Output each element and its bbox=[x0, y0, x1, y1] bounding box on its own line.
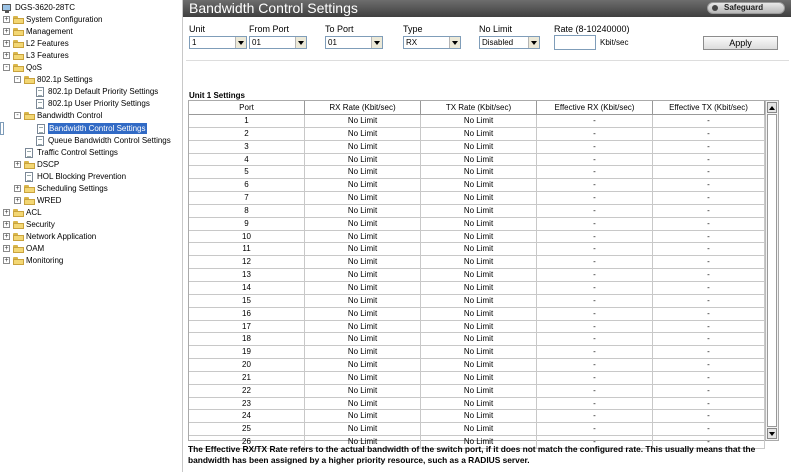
table-cell: No Limit bbox=[421, 282, 537, 295]
table-cell: 9 bbox=[189, 218, 305, 231]
tree-item-label: HOL Blocking Prevention bbox=[37, 171, 127, 181]
table-cell: 15 bbox=[189, 295, 305, 308]
table-cell: 11 bbox=[189, 243, 305, 256]
safeguard-label: Safeguard bbox=[724, 3, 764, 12]
table-cell: - bbox=[653, 141, 765, 154]
table-cell: 19 bbox=[189, 346, 305, 359]
table-row bbox=[189, 346, 765, 359]
collapse-icon[interactable]: - bbox=[14, 76, 21, 83]
tree-item-label: Security bbox=[26, 219, 55, 229]
divider bbox=[186, 60, 789, 61]
table-cell: No Limit bbox=[421, 410, 537, 423]
table-cell: - bbox=[537, 256, 653, 269]
table-row bbox=[189, 166, 765, 179]
page-header bbox=[183, 0, 791, 17]
safeguard-indicator bbox=[707, 2, 785, 14]
table-cell: No Limit bbox=[305, 359, 421, 372]
tree-item-label: Management bbox=[26, 27, 73, 37]
table-row bbox=[189, 423, 765, 436]
column-header-port: Port bbox=[189, 101, 305, 115]
table-cell: No Limit bbox=[305, 256, 421, 269]
table-cell: No Limit bbox=[421, 243, 537, 256]
collapse-icon[interactable]: - bbox=[14, 112, 21, 119]
table-cell: No Limit bbox=[305, 179, 421, 192]
table-cell: No Limit bbox=[421, 218, 537, 231]
table-cell: - bbox=[537, 385, 653, 398]
tree-item-label: 802.1p Default Priority Settings bbox=[48, 87, 159, 97]
expand-icon[interactable]: + bbox=[4, 28, 9, 36]
table-row bbox=[189, 333, 765, 346]
table-row bbox=[189, 372, 765, 385]
page-icon bbox=[25, 148, 33, 158]
page-icon bbox=[25, 172, 33, 182]
no-limit-select[interactable] bbox=[479, 36, 540, 49]
folder-icon bbox=[13, 209, 24, 217]
tree-item-label: WRED bbox=[37, 195, 62, 205]
table-row bbox=[189, 398, 765, 411]
table-cell: No Limit bbox=[421, 256, 537, 269]
scrollbar-thumb[interactable] bbox=[767, 114, 777, 427]
from-port-label: From Port bbox=[249, 24, 290, 34]
table-cell: - bbox=[537, 346, 653, 359]
tree-item-label: 802.1p User Priority Settings bbox=[48, 99, 150, 109]
table-cell: No Limit bbox=[421, 192, 537, 205]
table-cell: 26 bbox=[189, 436, 305, 449]
page-icon bbox=[36, 136, 44, 146]
table-cell: No Limit bbox=[305, 321, 421, 334]
table-cell: No Limit bbox=[305, 372, 421, 385]
table-cell: - bbox=[653, 269, 765, 282]
table-cell: - bbox=[653, 385, 765, 398]
table-cell: No Limit bbox=[305, 436, 421, 449]
tree-item-label: Queue Bandwidth Control Settings bbox=[48, 135, 171, 145]
table-cell: No Limit bbox=[421, 205, 537, 218]
table-cell: No Limit bbox=[421, 269, 537, 282]
table-cell: - bbox=[537, 410, 653, 423]
table-row bbox=[189, 179, 765, 192]
table-cell: 7 bbox=[189, 192, 305, 205]
expand-icon[interactable]: + bbox=[4, 232, 9, 240]
folder-open-icon bbox=[13, 64, 24, 72]
type-select[interactable] bbox=[403, 36, 461, 49]
table-row bbox=[189, 359, 765, 372]
table-cell: No Limit bbox=[305, 269, 421, 282]
table-cell: 16 bbox=[189, 308, 305, 321]
table-cell: - bbox=[653, 321, 765, 334]
table-cell: No Limit bbox=[305, 218, 421, 231]
tree-item-label: Traffic Control Settings bbox=[37, 147, 118, 157]
table-row bbox=[189, 218, 765, 231]
table-cell: - bbox=[653, 398, 765, 411]
section-title: Unit 1 Settings bbox=[189, 91, 246, 100]
table-cell: - bbox=[653, 346, 765, 359]
table-cell: No Limit bbox=[305, 282, 421, 295]
table-row bbox=[189, 385, 765, 398]
folder-icon bbox=[24, 197, 35, 205]
folder-icon bbox=[13, 28, 24, 36]
no-limit-label: No Limit bbox=[479, 24, 513, 34]
table-cell: 23 bbox=[189, 398, 305, 411]
table-cell: No Limit bbox=[305, 243, 421, 256]
table-cell: No Limit bbox=[421, 154, 537, 167]
unit-label: Unit bbox=[189, 24, 206, 34]
table-cell: - bbox=[537, 333, 653, 346]
page-title: Bandwidth Control Settings bbox=[189, 0, 358, 16]
type-value: RX bbox=[406, 38, 418, 47]
tree-root-label: DGS-3620-28TC bbox=[15, 3, 76, 12]
table-cell: - bbox=[537, 436, 653, 449]
table-cell: - bbox=[653, 359, 765, 372]
table-cell: 2 bbox=[189, 128, 305, 141]
column-header-rx-rate: RX Rate (Kbit/sec) bbox=[305, 101, 421, 115]
table-cell: - bbox=[537, 128, 653, 141]
table-cell: 13 bbox=[189, 269, 305, 282]
table-cell: 20 bbox=[189, 359, 305, 372]
tree-item-label: QoS bbox=[26, 63, 43, 73]
to-port-label: To Port bbox=[325, 24, 354, 34]
expand-icon[interactable]: + bbox=[4, 40, 9, 48]
table-cell: No Limit bbox=[421, 333, 537, 346]
table-cell: - bbox=[537, 372, 653, 385]
folder-icon bbox=[13, 16, 24, 24]
safeguard-icon bbox=[712, 5, 718, 11]
table-cell: - bbox=[653, 256, 765, 269]
table-cell: No Limit bbox=[421, 141, 537, 154]
table-cell: - bbox=[653, 179, 765, 192]
folder-open-icon bbox=[24, 76, 35, 84]
table-cell: 25 bbox=[189, 423, 305, 436]
table-cell: - bbox=[653, 243, 765, 256]
table-row bbox=[189, 141, 765, 154]
table-cell: No Limit bbox=[421, 231, 537, 244]
folder-icon bbox=[13, 245, 24, 253]
table-row bbox=[189, 295, 765, 308]
table-cell: No Limit bbox=[305, 154, 421, 167]
table-cell: - bbox=[653, 115, 765, 128]
rate-input[interactable] bbox=[554, 35, 596, 50]
table-cell: No Limit bbox=[421, 115, 537, 128]
table-cell: - bbox=[537, 243, 653, 256]
tree-item-label: L3 Features bbox=[26, 51, 69, 61]
table-row bbox=[189, 192, 765, 205]
table-cell: 1 bbox=[189, 115, 305, 128]
table-cell: - bbox=[653, 166, 765, 179]
tree-item-label: OAM bbox=[26, 243, 45, 253]
to-port-select[interactable] bbox=[325, 36, 383, 49]
table-row bbox=[189, 282, 765, 295]
expand-icon[interactable]: + bbox=[15, 196, 20, 204]
table-cell: 12 bbox=[189, 256, 305, 269]
tree-item-label: Scheduling Settings bbox=[37, 183, 108, 193]
table-row bbox=[189, 269, 765, 282]
table-cell: - bbox=[537, 141, 653, 154]
tree-item-label: L2 Features bbox=[26, 39, 69, 49]
table-cell: - bbox=[653, 436, 765, 449]
table-cell: No Limit bbox=[305, 346, 421, 359]
table-cell: No Limit bbox=[421, 295, 537, 308]
navigation-tree bbox=[0, 0, 183, 472]
table-cell: - bbox=[653, 128, 765, 141]
folder-open-icon bbox=[24, 112, 35, 120]
footnote: The Effective RX/TX Rate refers to the actual bandwidth of the switch port, if it does not match the configured rate. This usually means that the bandwidth has been assigned by a higher priority resource, such as a RADIUS server. bbox=[188, 444, 756, 465]
tree-item-label: 802.1p Settings bbox=[37, 75, 93, 85]
tree-item[interactable] bbox=[0, 122, 146, 135]
scroll-up-icon[interactable] bbox=[767, 102, 777, 113]
table-cell: No Limit bbox=[305, 128, 421, 141]
expand-icon[interactable]: + bbox=[4, 16, 9, 23]
expand-icon[interactable]: + bbox=[4, 52, 9, 60]
table-cell: - bbox=[537, 321, 653, 334]
table-cell: - bbox=[653, 282, 765, 295]
table-cell: No Limit bbox=[305, 231, 421, 244]
unit-value: 1 bbox=[192, 38, 197, 47]
folder-icon bbox=[24, 161, 35, 169]
table-row bbox=[189, 128, 765, 141]
from-port-value: 01 bbox=[252, 38, 261, 47]
table-row bbox=[189, 154, 765, 167]
table-cell: 21 bbox=[189, 372, 305, 385]
expand-icon[interactable]: + bbox=[4, 208, 9, 216]
tree-item-label: Bandwidth Control bbox=[37, 111, 103, 121]
table-cell: No Limit bbox=[305, 115, 421, 128]
table-cell: No Limit bbox=[421, 308, 537, 321]
computer-icon bbox=[2, 4, 11, 11]
apply-button[interactable]: Apply bbox=[703, 36, 778, 50]
table-cell: No Limit bbox=[305, 308, 421, 321]
table-row bbox=[189, 115, 765, 128]
table-cell: - bbox=[537, 192, 653, 205]
table-cell: 6 bbox=[189, 179, 305, 192]
settings-table bbox=[188, 100, 779, 447]
table-row bbox=[189, 243, 765, 256]
table-cell: 22 bbox=[189, 385, 305, 398]
table-row bbox=[189, 205, 765, 218]
expand-icon[interactable]: + bbox=[15, 160, 20, 168]
vertical-scrollbar[interactable] bbox=[765, 101, 778, 440]
table-cell: No Limit bbox=[305, 141, 421, 154]
table-cell: 17 bbox=[189, 321, 305, 334]
expand-icon[interactable]: + bbox=[4, 257, 9, 264]
expand-icon[interactable]: + bbox=[4, 244, 9, 252]
table-cell: - bbox=[537, 308, 653, 321]
table-cell: No Limit bbox=[421, 346, 537, 359]
table-cell: - bbox=[653, 231, 765, 244]
table-cell: 4 bbox=[189, 154, 305, 167]
tree-item-label: Network Application bbox=[26, 231, 97, 241]
table-cell: - bbox=[537, 359, 653, 372]
table-cell: - bbox=[537, 115, 653, 128]
table-cell: - bbox=[653, 295, 765, 308]
chevron-down-icon[interactable] bbox=[371, 37, 382, 48]
chevron-down-icon[interactable] bbox=[235, 37, 246, 48]
page-icon bbox=[36, 99, 44, 109]
table-cell: - bbox=[537, 423, 653, 436]
folder-icon bbox=[13, 40, 24, 48]
table-cell: 10 bbox=[189, 231, 305, 244]
table-cell: - bbox=[537, 398, 653, 411]
table-cell: No Limit bbox=[305, 166, 421, 179]
table-cell: No Limit bbox=[305, 423, 421, 436]
table-cell: No Limit bbox=[421, 385, 537, 398]
table-cell: No Limit bbox=[421, 359, 537, 372]
table-cell: No Limit bbox=[421, 372, 537, 385]
folder-icon bbox=[24, 185, 35, 193]
table-row bbox=[189, 308, 765, 321]
table-cell: - bbox=[537, 282, 653, 295]
table-cell: No Limit bbox=[305, 410, 421, 423]
column-header-tx-rate: TX Rate (Kbit/sec) bbox=[421, 101, 537, 115]
page-icon bbox=[36, 87, 44, 97]
table-cell: - bbox=[653, 372, 765, 385]
expand-icon[interactable]: + bbox=[4, 220, 9, 228]
collapse-icon[interactable]: - bbox=[3, 64, 10, 71]
table-cell: 8 bbox=[189, 205, 305, 218]
table-cell: No Limit bbox=[305, 295, 421, 308]
table-cell: No Limit bbox=[421, 398, 537, 411]
rate-label: Rate (8-10240000) bbox=[554, 24, 630, 34]
column-header-effective-rx: Effective RX (Kbit/sec) bbox=[537, 101, 653, 115]
folder-icon bbox=[13, 233, 24, 241]
table-cell: No Limit bbox=[421, 166, 537, 179]
chevron-down-icon[interactable] bbox=[528, 37, 539, 48]
table-cell: - bbox=[653, 205, 765, 218]
table-cell: - bbox=[653, 192, 765, 205]
table-cell: - bbox=[653, 308, 765, 321]
tree-item-label: Bandwidth Control Settings bbox=[49, 124, 146, 134]
table-cell: No Limit bbox=[305, 192, 421, 205]
table-cell: No Limit bbox=[421, 321, 537, 334]
table-cell: - bbox=[653, 154, 765, 167]
table-cell: - bbox=[537, 154, 653, 167]
chevron-down-icon[interactable] bbox=[295, 37, 306, 48]
to-port-value: 01 bbox=[328, 38, 337, 47]
table-cell: No Limit bbox=[305, 398, 421, 411]
type-label: Type bbox=[403, 24, 423, 34]
tree-item-label: ACL bbox=[26, 207, 42, 217]
table-cell: - bbox=[653, 410, 765, 423]
folder-icon bbox=[13, 52, 24, 60]
scroll-down-icon[interactable] bbox=[767, 428, 777, 439]
table-body bbox=[189, 115, 765, 449]
from-port-select[interactable] bbox=[249, 36, 307, 49]
table-row bbox=[189, 231, 765, 244]
folder-icon bbox=[13, 257, 24, 265]
table-cell: 24 bbox=[189, 410, 305, 423]
table-cell: - bbox=[537, 179, 653, 192]
table-cell: - bbox=[537, 231, 653, 244]
tree-item-label: Monitoring bbox=[26, 256, 64, 265]
table-cell: 3 bbox=[189, 141, 305, 154]
table-cell: - bbox=[537, 205, 653, 218]
table-cell: - bbox=[653, 423, 765, 436]
table-cell: 14 bbox=[189, 282, 305, 295]
table-cell: No Limit bbox=[305, 333, 421, 346]
table-cell: - bbox=[537, 269, 653, 282]
table-cell: No Limit bbox=[305, 205, 421, 218]
table-cell: - bbox=[653, 333, 765, 346]
page-icon bbox=[37, 124, 45, 134]
table-cell: 5 bbox=[189, 166, 305, 179]
unit-select[interactable] bbox=[189, 36, 247, 49]
table-cell: No Limit bbox=[421, 436, 537, 449]
table-cell: No Limit bbox=[305, 385, 421, 398]
expand-icon[interactable]: + bbox=[15, 184, 20, 192]
no-limit-value: Disabled bbox=[482, 38, 514, 47]
table-header bbox=[189, 101, 765, 115]
table-cell: No Limit bbox=[421, 179, 537, 192]
table-row bbox=[189, 410, 765, 423]
table-cell: 18 bbox=[189, 333, 305, 346]
tree-item-label: DSCP bbox=[37, 159, 60, 169]
table-cell: - bbox=[537, 166, 653, 179]
rate-unit: Kbit/sec bbox=[600, 38, 629, 47]
table-cell: - bbox=[653, 218, 765, 231]
table-row bbox=[189, 256, 765, 269]
column-header-effective-tx: Effective TX (Kbit/sec) bbox=[653, 101, 765, 115]
table-cell: - bbox=[537, 218, 653, 231]
table-cell: No Limit bbox=[421, 128, 537, 141]
table-cell: No Limit bbox=[421, 423, 537, 436]
chevron-down-icon[interactable] bbox=[449, 37, 460, 48]
table-cell: - bbox=[537, 295, 653, 308]
tree-item-label: System Configuration bbox=[26, 15, 103, 24]
table-row bbox=[189, 321, 765, 334]
folder-icon bbox=[13, 221, 24, 229]
